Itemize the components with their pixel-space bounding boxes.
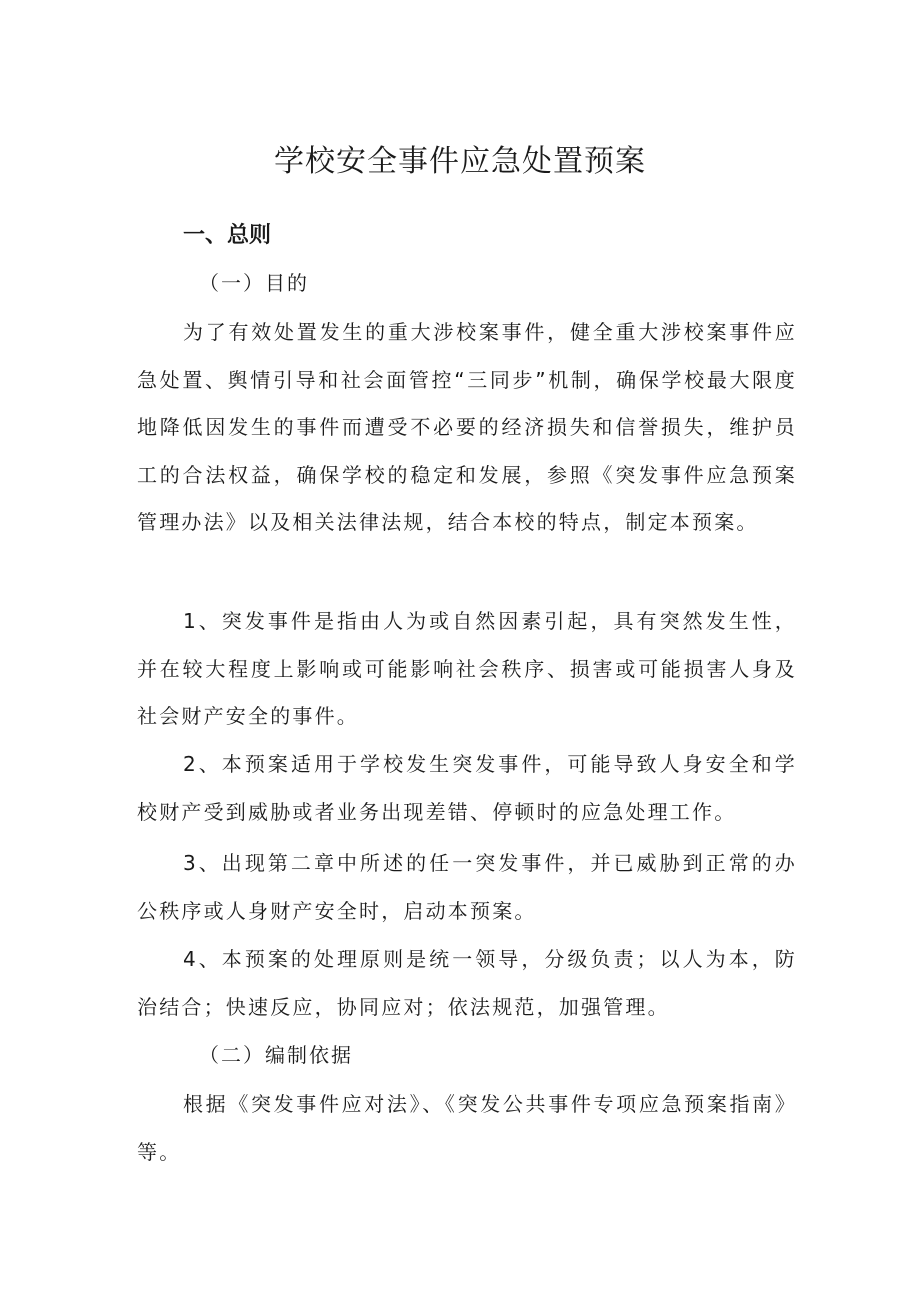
paragraph-item-1: 1、突发事件是指由人为或自然因素引起，具有突然发生性，并在较大程度上影响或可能影响社会秩序、损害或可能损害人身及社会财产安全的事件。 <box>137 609 797 728</box>
subsection-heading-basis: （二）编制依据 <box>199 1043 353 1067</box>
paragraph-basis: 根据《突发事件应对法》、《突发公共事件专项应急预案指南》等。 <box>137 1092 797 1164</box>
paragraph-item-4: 4、本预案的处理原则是统一领导，分级负责；以人为本，防治结合；快速反应，协同应对；依法规范，加强管理。 <box>137 947 797 1019</box>
paragraph-item-2: 2、本预案适用于学校发生突发事件，可能导致人身安全和学校财产受到威胁或者业务出现差错、停顿时的应急处理工作。 <box>137 752 797 824</box>
paragraph-item-3: 3、出现第二章中所述的任一突发事件，并已威胁到正常的办公秩序或人身财产安全时，启动本预案。 <box>137 851 797 923</box>
subsection-heading-purpose: （一）目的 <box>199 271 309 295</box>
section-heading-general: 一、总则 <box>183 223 272 248</box>
document-title: 学校安全事件应急处置预案 <box>274 144 646 179</box>
paragraph-purpose: 为了有效处置发生的重大涉校案事件，健全重大涉校案事件应急处置、舆情引导和社会面管控“三同步”机制，确保学校最大限度地降低因发生的事件而遭受不必要的经济损失和信誉损失，维护员工的合法权益，确保学校的稳定和发展，参照《突发事件应急预案管理办法》以及相关法律法规，结合本校的特点，制定本预案。 <box>137 320 797 534</box>
